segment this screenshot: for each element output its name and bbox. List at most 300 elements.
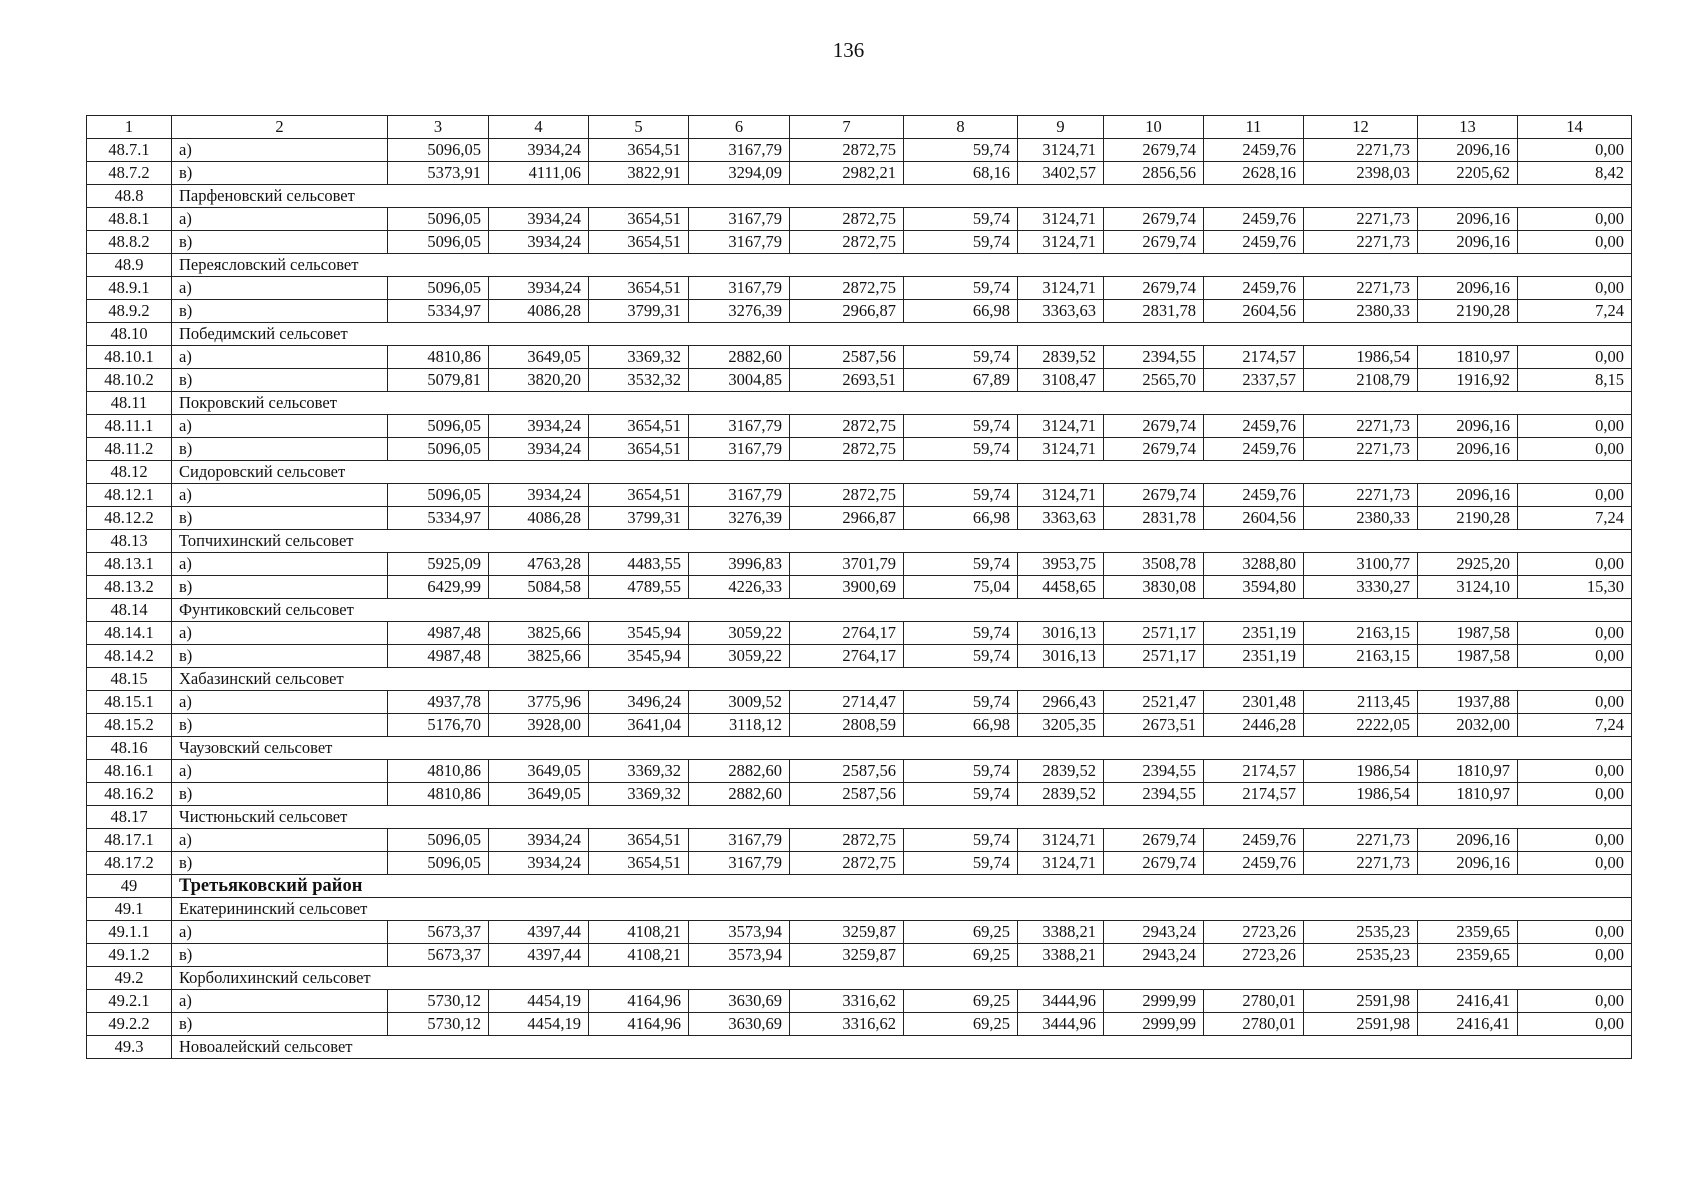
row-code: 49.2.2 xyxy=(87,1013,172,1036)
value-cell-col-11: 2459,76 xyxy=(1204,484,1304,507)
value-cell-col-5: 3369,32 xyxy=(589,783,689,806)
value-cell-col-10: 2679,74 xyxy=(1104,208,1204,231)
value-cell-col-11: 2780,01 xyxy=(1204,990,1304,1013)
value-cell-col-9: 3124,71 xyxy=(1018,277,1104,300)
value-cell-col-6: 2882,60 xyxy=(689,346,790,369)
value-cell-col-13: 1810,97 xyxy=(1418,760,1518,783)
value-cell-col-4: 3934,24 xyxy=(489,415,589,438)
value-cell-col-9: 3444,96 xyxy=(1018,1013,1104,1036)
value-cell-col-8: 59,74 xyxy=(904,553,1018,576)
value-cell-col-12: 2163,15 xyxy=(1304,622,1418,645)
value-cell-col-12: 1986,54 xyxy=(1304,783,1418,806)
value-cell-col-11: 2174,57 xyxy=(1204,346,1304,369)
value-cell-col-5: 3799,31 xyxy=(589,300,689,323)
value-cell-col-11: 2174,57 xyxy=(1204,783,1304,806)
table-row xyxy=(87,507,1632,530)
value-cell-col-4: 4454,19 xyxy=(489,990,589,1013)
row-code: 49.2.1 xyxy=(87,990,172,1013)
value-cell-col-14: 0,00 xyxy=(1518,139,1632,162)
value-cell-col-4: 3934,24 xyxy=(489,852,589,875)
column-number-8: 8 xyxy=(904,116,1018,139)
value-cell-col-3: 4810,86 xyxy=(388,783,489,806)
table-row xyxy=(87,576,1632,599)
value-cell-col-11: 2446,28 xyxy=(1204,714,1304,737)
value-cell-col-5: 3654,51 xyxy=(589,484,689,507)
value-cell-col-10: 2856,56 xyxy=(1104,162,1204,185)
value-cell-col-9: 3124,71 xyxy=(1018,484,1104,507)
value-cell-col-8: 59,74 xyxy=(904,645,1018,668)
value-cell-col-7: 2966,87 xyxy=(790,507,904,530)
value-cell-col-11: 2604,56 xyxy=(1204,300,1304,323)
value-cell-col-13: 2096,16 xyxy=(1418,415,1518,438)
value-cell-col-12: 2591,98 xyxy=(1304,1013,1418,1036)
value-cell-col-3: 5096,05 xyxy=(388,231,489,254)
value-cell-col-12: 2271,73 xyxy=(1304,208,1418,231)
value-cell-col-7: 2872,75 xyxy=(790,231,904,254)
value-cell-col-14: 0,00 xyxy=(1518,346,1632,369)
value-cell-col-6: 3276,39 xyxy=(689,507,790,530)
table-row xyxy=(87,369,1632,392)
value-cell-col-4: 3775,96 xyxy=(489,691,589,714)
value-cell-col-5: 3369,32 xyxy=(589,346,689,369)
value-cell-col-13: 2190,28 xyxy=(1418,507,1518,530)
value-cell-col-5: 4483,55 xyxy=(589,553,689,576)
value-cell-col-4: 3825,66 xyxy=(489,622,589,645)
row-label: в) xyxy=(172,783,388,806)
value-cell-col-4: 4397,44 xyxy=(489,944,589,967)
value-cell-col-13: 1810,97 xyxy=(1418,346,1518,369)
column-number-12: 12 xyxy=(1304,116,1418,139)
value-cell-col-11: 2301,48 xyxy=(1204,691,1304,714)
value-cell-col-6: 3630,69 xyxy=(689,1013,790,1036)
row-code: 49 xyxy=(87,875,172,898)
value-cell-col-8: 59,74 xyxy=(904,484,1018,507)
table-row xyxy=(87,921,1632,944)
value-cell-col-3: 4937,78 xyxy=(388,691,489,714)
value-cell-col-4: 3934,24 xyxy=(489,438,589,461)
value-cell-col-10: 2571,17 xyxy=(1104,622,1204,645)
value-cell-col-8: 59,74 xyxy=(904,346,1018,369)
value-cell-col-4: 4763,28 xyxy=(489,553,589,576)
value-cell-col-12: 1986,54 xyxy=(1304,346,1418,369)
value-cell-col-3: 4810,86 xyxy=(388,760,489,783)
value-cell-col-8: 66,98 xyxy=(904,714,1018,737)
section-name: Победимский сельсовет xyxy=(172,323,1632,346)
value-cell-col-11: 2459,76 xyxy=(1204,852,1304,875)
section-row xyxy=(87,254,1632,277)
value-cell-col-9: 3402,57 xyxy=(1018,162,1104,185)
value-cell-col-3: 4810,86 xyxy=(388,346,489,369)
value-cell-col-14: 0,00 xyxy=(1518,622,1632,645)
value-cell-col-13: 2096,16 xyxy=(1418,829,1518,852)
value-cell-col-5: 3545,94 xyxy=(589,645,689,668)
value-cell-col-10: 2571,17 xyxy=(1104,645,1204,668)
value-cell-col-7: 2714,47 xyxy=(790,691,904,714)
value-cell-col-5: 4108,21 xyxy=(589,944,689,967)
value-cell-col-14: 0,00 xyxy=(1518,438,1632,461)
value-cell-col-13: 2359,65 xyxy=(1418,921,1518,944)
value-cell-col-4: 3934,24 xyxy=(489,277,589,300)
row-code: 49.3 xyxy=(87,1036,172,1059)
value-cell-col-14: 0,00 xyxy=(1518,553,1632,576)
row-code: 49.1 xyxy=(87,898,172,921)
table-row xyxy=(87,553,1632,576)
value-cell-col-9: 3124,71 xyxy=(1018,438,1104,461)
value-cell-col-12: 2271,73 xyxy=(1304,852,1418,875)
section-row xyxy=(87,1036,1632,1059)
value-cell-col-14: 0,00 xyxy=(1518,783,1632,806)
value-cell-col-10: 2394,55 xyxy=(1104,783,1204,806)
value-cell-col-7: 2982,21 xyxy=(790,162,904,185)
table-row xyxy=(87,783,1632,806)
value-cell-col-14: 0,00 xyxy=(1518,852,1632,875)
row-label: а) xyxy=(172,622,388,645)
value-cell-col-4: 4111,06 xyxy=(489,162,589,185)
value-cell-col-3: 5096,05 xyxy=(388,484,489,507)
row-code: 49.1.2 xyxy=(87,944,172,967)
section-name: Корболихинский сельсовет xyxy=(172,967,1632,990)
value-cell-col-11: 2459,76 xyxy=(1204,139,1304,162)
value-cell-col-13: 2416,41 xyxy=(1418,990,1518,1013)
row-label: в) xyxy=(172,369,388,392)
value-cell-col-9: 3016,13 xyxy=(1018,622,1104,645)
value-cell-col-3: 6429,99 xyxy=(388,576,489,599)
section-row xyxy=(87,668,1632,691)
value-cell-col-3: 5334,97 xyxy=(388,300,489,323)
table-row xyxy=(87,484,1632,507)
value-cell-col-6: 3118,12 xyxy=(689,714,790,737)
value-cell-col-3: 5096,05 xyxy=(388,852,489,875)
value-cell-col-9: 2966,43 xyxy=(1018,691,1104,714)
value-cell-col-5: 3654,51 xyxy=(589,852,689,875)
value-cell-col-9: 2839,52 xyxy=(1018,760,1104,783)
section-name: Екатерининский сельсовет xyxy=(172,898,1632,921)
value-cell-col-14: 0,00 xyxy=(1518,829,1632,852)
section-row xyxy=(87,530,1632,553)
value-cell-col-12: 2271,73 xyxy=(1304,829,1418,852)
value-cell-col-13: 2925,20 xyxy=(1418,553,1518,576)
value-cell-col-3: 5673,37 xyxy=(388,921,489,944)
table-row xyxy=(87,760,1632,783)
row-code: 48.14 xyxy=(87,599,172,622)
value-cell-col-9: 3108,47 xyxy=(1018,369,1104,392)
row-code: 48.8.2 xyxy=(87,231,172,254)
value-cell-col-13: 2190,28 xyxy=(1418,300,1518,323)
value-cell-col-7: 2872,75 xyxy=(790,852,904,875)
value-cell-col-8: 67,89 xyxy=(904,369,1018,392)
row-label: в) xyxy=(172,162,388,185)
table-row xyxy=(87,415,1632,438)
value-cell-col-6: 3630,69 xyxy=(689,990,790,1013)
value-cell-col-3: 5096,05 xyxy=(388,208,489,231)
section-row xyxy=(87,737,1632,760)
value-cell-col-10: 2679,74 xyxy=(1104,829,1204,852)
table-row xyxy=(87,714,1632,737)
value-cell-col-3: 5730,12 xyxy=(388,1013,489,1036)
row-label: а) xyxy=(172,553,388,576)
value-cell-col-14: 0,00 xyxy=(1518,691,1632,714)
value-cell-col-3: 5176,70 xyxy=(388,714,489,737)
value-cell-col-13: 2096,16 xyxy=(1418,208,1518,231)
value-cell-col-3: 5079,81 xyxy=(388,369,489,392)
row-label: в) xyxy=(172,231,388,254)
table-row xyxy=(87,300,1632,323)
value-cell-col-5: 3369,32 xyxy=(589,760,689,783)
value-cell-col-6: 2882,60 xyxy=(689,760,790,783)
value-cell-col-4: 3934,24 xyxy=(489,484,589,507)
section-name: Покровский сельсовет xyxy=(172,392,1632,415)
column-number-6: 6 xyxy=(689,116,790,139)
value-cell-col-5: 3654,51 xyxy=(589,415,689,438)
value-cell-col-13: 2359,65 xyxy=(1418,944,1518,967)
section-row xyxy=(87,323,1632,346)
row-code: 48.14.1 xyxy=(87,622,172,645)
value-cell-col-9: 3016,13 xyxy=(1018,645,1104,668)
value-cell-col-4: 3934,24 xyxy=(489,829,589,852)
value-cell-col-8: 59,74 xyxy=(904,231,1018,254)
value-cell-col-5: 3654,51 xyxy=(589,277,689,300)
value-cell-col-6: 3167,79 xyxy=(689,829,790,852)
value-cell-col-5: 3654,51 xyxy=(589,208,689,231)
row-code: 48.9.1 xyxy=(87,277,172,300)
value-cell-col-12: 3330,27 xyxy=(1304,576,1418,599)
value-cell-col-6: 3167,79 xyxy=(689,208,790,231)
table-row xyxy=(87,691,1632,714)
value-cell-col-12: 2113,45 xyxy=(1304,691,1418,714)
row-code: 48.17 xyxy=(87,806,172,829)
value-cell-col-4: 4086,28 xyxy=(489,507,589,530)
value-cell-col-14: 0,00 xyxy=(1518,415,1632,438)
value-cell-col-3: 5730,12 xyxy=(388,990,489,1013)
row-label: в) xyxy=(172,852,388,875)
column-number-14: 14 xyxy=(1518,116,1632,139)
value-cell-col-8: 59,74 xyxy=(904,277,1018,300)
value-cell-col-5: 3822,91 xyxy=(589,162,689,185)
value-cell-col-5: 3654,51 xyxy=(589,438,689,461)
section-row xyxy=(87,392,1632,415)
value-cell-col-14: 8,15 xyxy=(1518,369,1632,392)
value-cell-col-5: 3799,31 xyxy=(589,507,689,530)
value-cell-col-13: 2096,16 xyxy=(1418,438,1518,461)
value-cell-col-11: 2459,76 xyxy=(1204,438,1304,461)
section-name: Чистюньский сельсовет xyxy=(172,806,1632,829)
value-cell-col-12: 3100,77 xyxy=(1304,553,1418,576)
value-cell-col-13: 2096,16 xyxy=(1418,277,1518,300)
value-cell-col-7: 2872,75 xyxy=(790,438,904,461)
value-cell-col-3: 5096,05 xyxy=(388,415,489,438)
value-cell-col-9: 2839,52 xyxy=(1018,346,1104,369)
value-cell-col-13: 2416,41 xyxy=(1418,1013,1518,1036)
value-cell-col-6: 3059,22 xyxy=(689,622,790,645)
value-cell-col-13: 1987,58 xyxy=(1418,622,1518,645)
section-name: Новоалейский сельсовет xyxy=(172,1036,1632,1059)
value-cell-col-11: 2459,76 xyxy=(1204,231,1304,254)
value-cell-col-7: 3259,87 xyxy=(790,944,904,967)
value-cell-col-9: 3124,71 xyxy=(1018,208,1104,231)
value-cell-col-4: 3825,66 xyxy=(489,645,589,668)
value-cell-col-12: 2271,73 xyxy=(1304,484,1418,507)
value-cell-col-6: 3996,83 xyxy=(689,553,790,576)
value-cell-col-8: 69,25 xyxy=(904,1013,1018,1036)
value-cell-col-12: 2271,73 xyxy=(1304,231,1418,254)
value-cell-col-10: 2943,24 xyxy=(1104,921,1204,944)
section-row xyxy=(87,185,1632,208)
table-row xyxy=(87,162,1632,185)
value-cell-col-7: 2872,75 xyxy=(790,139,904,162)
value-cell-col-11: 3288,80 xyxy=(1204,553,1304,576)
value-cell-col-8: 59,74 xyxy=(904,852,1018,875)
value-cell-col-13: 2096,16 xyxy=(1418,484,1518,507)
row-code: 48.15.2 xyxy=(87,714,172,737)
table-row xyxy=(87,990,1632,1013)
value-cell-col-13: 1937,88 xyxy=(1418,691,1518,714)
value-cell-col-6: 3167,79 xyxy=(689,852,790,875)
value-cell-col-4: 3820,20 xyxy=(489,369,589,392)
value-cell-col-14: 7,24 xyxy=(1518,714,1632,737)
row-code: 48.12.1 xyxy=(87,484,172,507)
column-number-3: 3 xyxy=(388,116,489,139)
value-cell-col-10: 2831,78 xyxy=(1104,507,1204,530)
value-cell-col-4: 3649,05 xyxy=(489,760,589,783)
value-cell-col-10: 2679,74 xyxy=(1104,277,1204,300)
column-number-4: 4 xyxy=(489,116,589,139)
value-cell-col-11: 2628,16 xyxy=(1204,162,1304,185)
row-code: 48.16.2 xyxy=(87,783,172,806)
row-label: в) xyxy=(172,645,388,668)
value-cell-col-13: 2096,16 xyxy=(1418,139,1518,162)
value-cell-col-10: 2679,74 xyxy=(1104,139,1204,162)
district-name: Третьяковский район xyxy=(172,875,1632,898)
value-cell-col-6: 3167,79 xyxy=(689,139,790,162)
value-cell-col-9: 3444,96 xyxy=(1018,990,1104,1013)
value-cell-col-3: 5096,05 xyxy=(388,829,489,852)
row-label: в) xyxy=(172,714,388,737)
value-cell-col-7: 2587,56 xyxy=(790,346,904,369)
value-cell-col-7: 2764,17 xyxy=(790,645,904,668)
row-code: 48.13.2 xyxy=(87,576,172,599)
value-cell-col-6: 3167,79 xyxy=(689,231,790,254)
section-name: Хабазинский сельсовет xyxy=(172,668,1632,691)
row-label: а) xyxy=(172,990,388,1013)
row-label: в) xyxy=(172,300,388,323)
value-cell-col-7: 3701,79 xyxy=(790,553,904,576)
value-cell-col-5: 3654,51 xyxy=(589,829,689,852)
table-row xyxy=(87,645,1632,668)
column-number-2: 2 xyxy=(172,116,388,139)
value-cell-col-11: 2459,76 xyxy=(1204,208,1304,231)
row-code: 48.9 xyxy=(87,254,172,277)
value-cell-col-3: 5925,09 xyxy=(388,553,489,576)
value-cell-col-12: 1986,54 xyxy=(1304,760,1418,783)
column-number-9: 9 xyxy=(1018,116,1104,139)
value-cell-col-4: 4397,44 xyxy=(489,921,589,944)
value-cell-col-13: 1916,92 xyxy=(1418,369,1518,392)
value-cell-col-5: 3641,04 xyxy=(589,714,689,737)
section-row xyxy=(87,967,1632,990)
value-cell-col-3: 5096,05 xyxy=(388,438,489,461)
row-label: а) xyxy=(172,691,388,714)
value-cell-col-14: 8,42 xyxy=(1518,162,1632,185)
row-label: в) xyxy=(172,576,388,599)
column-number-5: 5 xyxy=(589,116,689,139)
value-cell-col-12: 2591,98 xyxy=(1304,990,1418,1013)
value-cell-col-4: 3934,24 xyxy=(489,231,589,254)
value-cell-col-8: 66,98 xyxy=(904,300,1018,323)
value-cell-col-10: 2673,51 xyxy=(1104,714,1204,737)
value-cell-col-8: 59,74 xyxy=(904,691,1018,714)
value-cell-col-7: 2587,56 xyxy=(790,760,904,783)
row-code: 48.13 xyxy=(87,530,172,553)
value-cell-col-13: 2205,62 xyxy=(1418,162,1518,185)
value-cell-col-3: 5373,91 xyxy=(388,162,489,185)
value-cell-col-5: 3532,32 xyxy=(589,369,689,392)
value-cell-col-4: 3649,05 xyxy=(489,783,589,806)
value-cell-col-8: 59,74 xyxy=(904,622,1018,645)
value-cell-col-5: 3496,24 xyxy=(589,691,689,714)
row-code: 49.1.1 xyxy=(87,921,172,944)
value-cell-col-8: 59,74 xyxy=(904,415,1018,438)
value-cell-col-11: 2604,56 xyxy=(1204,507,1304,530)
value-cell-col-14: 0,00 xyxy=(1518,921,1632,944)
table-row xyxy=(87,208,1632,231)
value-cell-col-13: 1987,58 xyxy=(1418,645,1518,668)
value-cell-col-8: 59,74 xyxy=(904,139,1018,162)
value-cell-col-8: 59,74 xyxy=(904,438,1018,461)
value-cell-col-14: 0,00 xyxy=(1518,990,1632,1013)
value-cell-col-12: 2271,73 xyxy=(1304,139,1418,162)
value-cell-col-14: 0,00 xyxy=(1518,944,1632,967)
value-cell-col-13: 2032,00 xyxy=(1418,714,1518,737)
value-cell-col-5: 4108,21 xyxy=(589,921,689,944)
value-cell-col-7: 2872,75 xyxy=(790,277,904,300)
value-cell-col-9: 3124,71 xyxy=(1018,231,1104,254)
value-cell-col-8: 69,25 xyxy=(904,921,1018,944)
value-cell-col-10: 2679,74 xyxy=(1104,231,1204,254)
section-name: Переясловский сельсовет xyxy=(172,254,1632,277)
section-name: Фунтиковский сельсовет xyxy=(172,599,1632,622)
row-code: 48.15 xyxy=(87,668,172,691)
table-row xyxy=(87,139,1632,162)
row-code: 48.9.2 xyxy=(87,300,172,323)
value-cell-col-7: 2872,75 xyxy=(790,484,904,507)
row-label: в) xyxy=(172,438,388,461)
row-code: 48.13.1 xyxy=(87,553,172,576)
value-cell-col-3: 5096,05 xyxy=(388,139,489,162)
value-cell-col-7: 2872,75 xyxy=(790,829,904,852)
row-code: 48.16 xyxy=(87,737,172,760)
value-cell-col-9: 3363,63 xyxy=(1018,507,1104,530)
value-cell-col-11: 2459,76 xyxy=(1204,829,1304,852)
row-label: а) xyxy=(172,277,388,300)
value-cell-col-14: 0,00 xyxy=(1518,231,1632,254)
value-cell-col-11: 2723,26 xyxy=(1204,944,1304,967)
value-cell-col-11: 3594,80 xyxy=(1204,576,1304,599)
value-cell-col-7: 2872,75 xyxy=(790,415,904,438)
value-cell-col-12: 2163,15 xyxy=(1304,645,1418,668)
value-cell-col-4: 3934,24 xyxy=(489,208,589,231)
section-name: Сидоровский сельсовет xyxy=(172,461,1632,484)
row-code: 48.7.1 xyxy=(87,139,172,162)
value-cell-col-9: 3363,63 xyxy=(1018,300,1104,323)
section-row xyxy=(87,461,1632,484)
value-cell-col-9: 3205,35 xyxy=(1018,714,1104,737)
value-cell-col-14: 0,00 xyxy=(1518,484,1632,507)
value-cell-col-5: 3545,94 xyxy=(589,622,689,645)
value-cell-col-11: 2174,57 xyxy=(1204,760,1304,783)
value-cell-col-12: 2271,73 xyxy=(1304,415,1418,438)
value-cell-col-8: 59,74 xyxy=(904,783,1018,806)
value-cell-col-5: 4789,55 xyxy=(589,576,689,599)
